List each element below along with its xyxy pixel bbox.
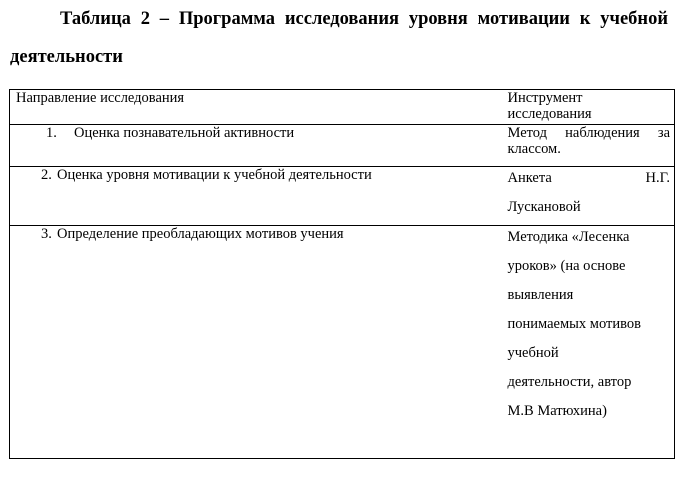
row-instrument-part: Анкета bbox=[507, 170, 552, 186]
instrument-line: выявления bbox=[507, 287, 574, 303]
instrument-line: Методика «Лесенка bbox=[507, 229, 630, 245]
row-number: 1. bbox=[46, 125, 57, 141]
instrument-line: деятельности, автор bbox=[507, 374, 632, 390]
row-instrument-part: Лускановой bbox=[507, 199, 581, 215]
table-caption: Таблица 2 – Программа исследования уровня мотивации к учебной деятельности bbox=[10, 9, 668, 67]
table-row bbox=[10, 125, 675, 167]
row-number: 2. bbox=[41, 167, 52, 183]
table-row bbox=[10, 226, 675, 459]
row-direction: Оценка познавательной активности bbox=[74, 125, 295, 141]
table-row bbox=[10, 167, 675, 226]
table-header-row bbox=[10, 90, 675, 125]
row-direction: Определение преобладающих мотивов учения bbox=[57, 226, 344, 242]
research-program-table bbox=[9, 89, 675, 459]
instrument-line: понимаемых мотивов bbox=[507, 316, 641, 332]
row-direction: Оценка уровня мотивации к учебной деятельности bbox=[57, 167, 372, 183]
row-instrument-part: Н.Г. bbox=[645, 170, 670, 186]
header-instrument: Инструмент исследования bbox=[502, 90, 675, 125]
row-instrument: Метод наблюдения за классом. bbox=[502, 125, 675, 167]
instrument-line: М.В Матюхина) bbox=[507, 403, 607, 419]
instrument-line: уроков» (на основе bbox=[507, 258, 626, 274]
instrument-line: учебной bbox=[507, 345, 559, 361]
header-direction: Направление исследования bbox=[10, 90, 502, 125]
row-number: 3. bbox=[41, 226, 52, 242]
